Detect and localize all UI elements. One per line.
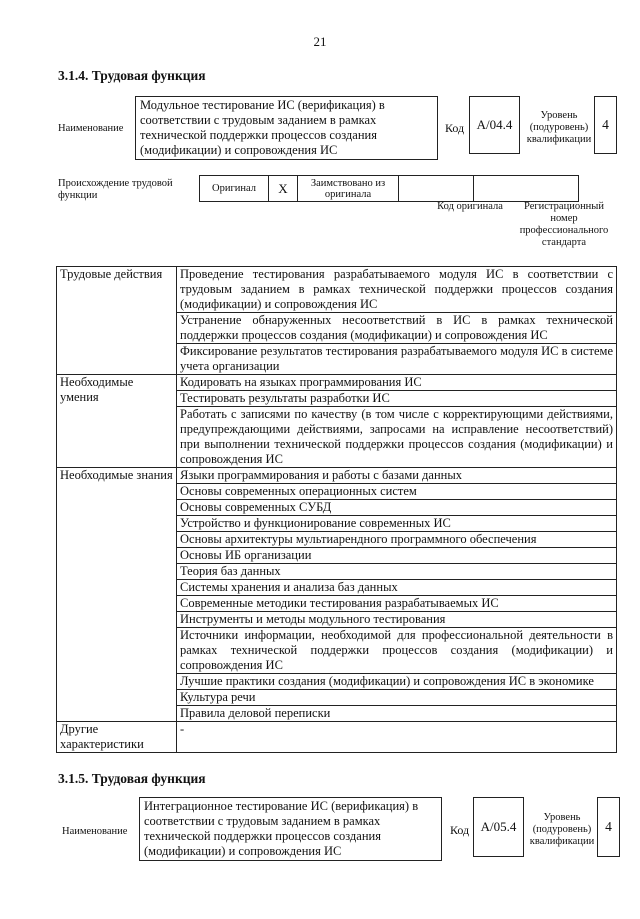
origin-table xyxy=(199,175,579,202)
list-item: Тестировать результаты разработки ИС xyxy=(177,391,617,407)
function-details-table xyxy=(56,266,617,753)
category-knowledge: Необходимые знания xyxy=(57,468,177,722)
table-row xyxy=(57,375,617,391)
list-item: Источники информации, необходимой для профессиональной деятельности в рамках технической поддержки процессов создания (модификации) и сопровождения ИС xyxy=(177,628,617,674)
level-value-box-1: 4 xyxy=(594,96,617,154)
name-label-2: Наименование xyxy=(62,826,128,837)
list-item: Культура речи xyxy=(177,690,617,706)
category-other: Другие характеристики xyxy=(57,722,177,753)
list-item: Устранение обнаруженных несоответствий в ИС в рамках технической поддержки процессов создания (модификации) и сопровождения ИС xyxy=(177,313,617,344)
list-item: Работать с записями по качеству (в том числе с корректирующими действиями, предупреждающими действиями, запросами на исправление несоответствий) при выполнении технической поддержки процессов создания (модификации) и сопровождения ИС xyxy=(177,407,617,468)
code-value-box-2: A/05.4 xyxy=(473,797,524,857)
table-row xyxy=(57,468,617,484)
borrowed-label: Заимствовано из оригинала xyxy=(298,176,399,202)
list-item: Языки программирования и работы с базами данных xyxy=(177,468,617,484)
list-item: Кодировать на языках программирования ИС xyxy=(177,375,617,391)
list-item: Основы ИБ организации xyxy=(177,548,617,564)
list-item: Системы хранения и анализа баз данных xyxy=(177,580,617,596)
level-value-box-2: 4 xyxy=(597,797,620,857)
code-value-box-1: A/04.4 xyxy=(469,96,520,154)
list-item: Устройство и функционирование современных ИС xyxy=(177,516,617,532)
original-label: Оригинал xyxy=(200,176,269,202)
section-heading-1: 3.1.4. Трудовая функция xyxy=(58,68,206,83)
list-item: Современные методики тестирования разрабатываемых ИС xyxy=(177,596,617,612)
table-row xyxy=(57,722,617,753)
list-item: Инструменты и методы модульного тестирования xyxy=(177,612,617,628)
reg-number-cell xyxy=(474,176,579,202)
list-item: Основы современных СУБД xyxy=(177,500,617,516)
origin-label: Происхождение трудовой функции xyxy=(58,178,173,201)
level-label-1: Уровень (подуровень) квалификации xyxy=(526,110,592,145)
code-original-cell xyxy=(399,176,474,202)
name-label-1: Наименование xyxy=(58,123,124,134)
list-item: Лучшие практики создания (модификации) и сопровождения ИС в экономике xyxy=(177,674,617,690)
section-heading-2: 3.1.5. Трудовая функция xyxy=(58,771,206,786)
list-item: Теория баз данных xyxy=(177,564,617,580)
table-row xyxy=(57,267,617,313)
list-item: - xyxy=(177,722,617,753)
page-number: 21 xyxy=(313,34,327,49)
list-item: Основы архитектуры мультиарендного программного обеспечения xyxy=(177,532,617,548)
list-item: Фиксирование результатов тестирования разрабатываемого модуля ИС в системе учета организации xyxy=(177,344,617,375)
category-labor-actions: Трудовые действия xyxy=(57,267,177,375)
code-original-label: Код оригинала xyxy=(437,201,503,212)
original-mark: X xyxy=(269,176,298,202)
function-name-box-1: Модульное тестирование ИС (верификация) в соответствии с трудовым заданием в рамках технической поддержки процессов создания (модификации) и сопровождения ИС xyxy=(135,96,438,160)
code-label-2: Код xyxy=(450,823,470,837)
list-item: Проведение тестирования разрабатываемого модуля ИС в соответствии с трудовым заданием в рамках технической поддержки процессов создания (модификации) и сопровождения ИС xyxy=(177,267,617,313)
level-label-2: Уровень (подуровень) квалификации xyxy=(529,812,595,847)
reg-number-label: Регистрационный номер профессионального стандарта xyxy=(519,201,609,248)
list-item: Правила деловой переписки xyxy=(177,706,617,722)
function-name-box-2: Интеграционное тестирование ИС (верификация) в соответствии с трудовым заданием в рамках технической поддержки процессов создания (модификации) и сопровождения ИС xyxy=(139,797,442,861)
category-skills: Необходимые умения xyxy=(57,375,177,468)
list-item: Основы современных операционных систем xyxy=(177,484,617,500)
code-label-1: Код xyxy=(445,121,465,135)
